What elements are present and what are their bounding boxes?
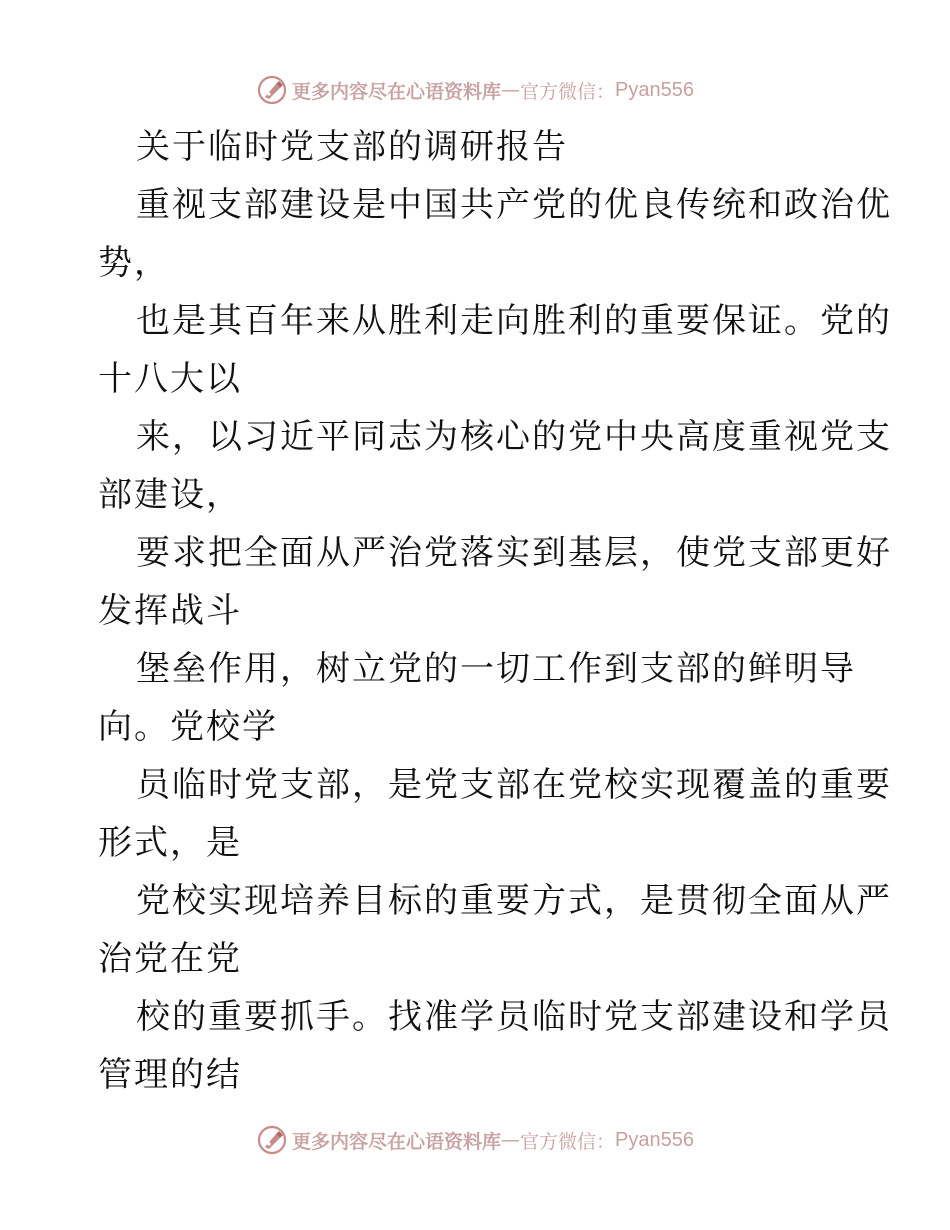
text-line: 党校实现培养目标的重要方式，是贯彻全面从严 [136, 881, 892, 921]
text-line: 势， [98, 243, 170, 283]
text-line: 十八大以 [98, 359, 242, 399]
banner-dash: — [501, 1129, 521, 1151]
pen-nib-circle-icon [256, 1124, 288, 1156]
banner-wechat-label: 官方微信： [520, 80, 616, 103]
banner-title: 更多内容尽在心语资料库 [292, 1130, 502, 1153]
document-body [98, 118, 892, 1104]
text-line: 发挥战斗 [98, 591, 242, 631]
banner-wechat-id: Pyan556 [615, 78, 694, 101]
text-line: 也是其百年来从胜利走向胜利的重要保证。党的 [136, 301, 892, 341]
text-line: 要求把全面从严治党落实到基层，使党支部更好 [136, 533, 892, 573]
footer-banner [0, 1120, 950, 1160]
text-line: 校的重要抓手。找准学员临时党支部建设和学员 [136, 997, 892, 1037]
text-line: 向。党校学 [98, 707, 278, 747]
banner-wechat-label: 官方微信： [520, 1130, 616, 1153]
text-line: 部建设， [98, 475, 242, 515]
text-line: 员临时党支部，是党支部在党校实现覆盖的重要 [136, 765, 892, 805]
pen-nib-circle-icon [256, 74, 288, 106]
text-line: 管理的结 [98, 1055, 242, 1095]
text-line: 来，以习近平同志为核心的党中央高度重视党支 [136, 417, 892, 457]
document-title: 关于临时党支部的调研报告 [136, 127, 568, 167]
banner-wechat-id: Pyan556 [615, 1128, 694, 1151]
banner-dash: — [501, 79, 521, 101]
text-line: 形式，是 [98, 823, 242, 863]
text-line: 堡垒作用，树立党的一切工作到支部的鲜明导 [136, 649, 856, 689]
banner-title: 更多内容尽在心语资料库 [292, 80, 502, 103]
text-line: 治党在党 [98, 939, 242, 979]
text-line: 重视支部建设是中国共产党的优良传统和政治优 [136, 185, 892, 225]
header-banner [0, 70, 950, 110]
